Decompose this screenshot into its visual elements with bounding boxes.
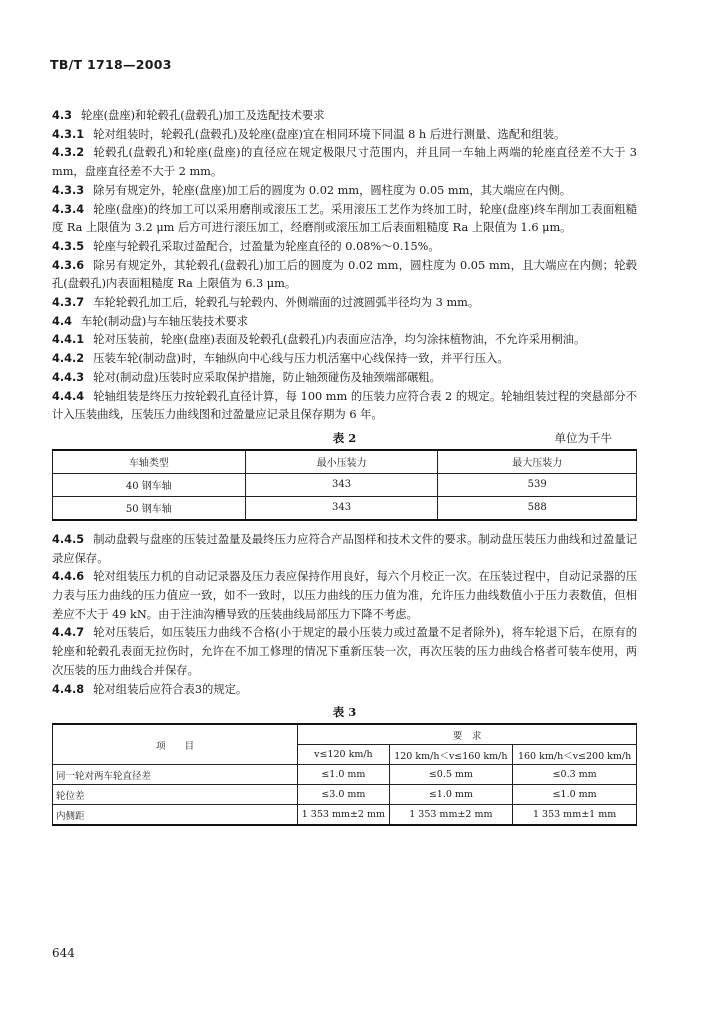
table-row: [53, 785, 637, 805]
paragraph: 4.4.2 压装车轮(制动盘)时，车轴纵向中心线与压力机活塞中心线保持一致，并平行压入。: [52, 352, 509, 366]
table-cell: 539: [438, 473, 637, 496]
table-header-cell: 项 目: [53, 724, 298, 765]
table-cell: 轮位差: [53, 785, 298, 805]
paragraph: 4.3.5 轮座与轮毂孔采取过盈配合，过盈量为轮座直径的 0.08%～0.15%。: [52, 239, 440, 253]
section-4-4-continued: [52, 531, 637, 699]
table-cell: 40 钢车轴: [53, 473, 246, 496]
paragraph: 4.3.2 轮毂孔(盘毂孔)和轮座(盘座)的直径应在规定极限尺寸范围内，并且同一车轴上两端的轮座直径差不大于 3 mm，盘座直径差不大于 2 mm。: [52, 146, 637, 179]
table-header-cell: v≤120 km/h: [298, 745, 389, 765]
paragraph: 4.4 车轮(制动盘)与车轴压装技术要求: [52, 314, 248, 328]
paragraph: 4.3.3 除另有规定外，轮座(盘座)加工后的圆度为 0.02 mm，圆柱度为 0.05 mm，其大端应在内侧。: [52, 183, 572, 197]
document-code: TB/T 1718—2003: [50, 57, 172, 72]
paragraph: 4.3.6 除另有规定外，其轮毂孔(盘毂孔)加工后的圆度为 0.02 mm，圆柱度为 0.05 mm，且大端应在内侧；轮毂孔(盘毂孔)内表面粗糙度 Ra 上限值为 6.3 μm。: [52, 258, 637, 291]
table-cell: 343: [245, 496, 438, 520]
table-cell: 588: [438, 496, 637, 520]
table-cell: 同一轮对两车轮直径差: [53, 765, 298, 785]
table-row: [53, 765, 637, 785]
page-body: [52, 107, 637, 826]
table-header-cell: 要 求: [298, 724, 637, 745]
table-cell: 内侧距: [53, 805, 298, 826]
paragraph: 4.4.5 制动盘毂与盘座的压装过盈量及最终压力应符合产品图样和技术文件的要求。制动盘压装压力曲线和过盈量记录应保存。: [52, 532, 637, 565]
table-header-cell: 最小压装力: [245, 450, 438, 474]
paragraph: 4.3.7 车轮轮毂孔加工后，轮毂孔与轮毂内、外侧端面的过渡圆弧半径均为 3 mm。: [52, 296, 480, 310]
table-cell: ≤1.0 mm: [513, 785, 637, 805]
table-cell: 1 353 mm±2 mm: [389, 805, 513, 826]
table-cell: ≤1.0 mm: [298, 765, 389, 785]
table3-title: 表 3: [332, 705, 357, 720]
table-cell: ≤0.3 mm: [513, 765, 637, 785]
table-cell: 1 353 mm±1 mm: [513, 805, 637, 826]
table2-title: 表 2: [332, 430, 357, 445]
paragraph: 4.4.3 轮对(制动盘)压装时应采取保护措施，防止轴颈碰伤及轴颈端部碾粗。: [52, 370, 441, 384]
table-row: [53, 805, 637, 826]
paragraph: 4.3.4 轮座(盘座)的终加工可以采用磨削或滚压工艺。采用滚压工艺作为终加工时，轮座(盘座)终车削加工表面粗糙度 Ra 上限值为 3.2 μm 后方可进行滚压加工，经磨削或滚压加工后表面粗糙度 Ra 上限值为 1.6 μm。: [52, 202, 637, 235]
paragraph: 4.4.7 轮对压装后，如压装压力曲线不合格(小于规定的最小压装力或过盈量不足者除外)，将车轮退下后，在原有的轮座和轮毂孔表面无拉伤时，允许在不加工修理的情况下重新压装一次，再次压装的压力曲线合格者可装车使用，两次压装的压力曲线合并保存。: [52, 626, 637, 677]
paragraph: 4.4.8 轮对组装后应符合表3的规定。: [52, 682, 248, 696]
table2-caption: [52, 429, 637, 449]
table-cell: ≤1.0 mm: [389, 785, 513, 805]
paragraph: 4.4.4 轮轴组装是终压力按轮毂孔直径计算，每 100 mm 的压装力应符合表 2 的规定。轮轴组装过程的突悬部分不计入压装曲线，压装压力曲线图和过盈量应记录且保存期为 6 年。: [52, 389, 637, 422]
table-header-cell: 车轴类型: [53, 450, 246, 474]
section-4-3-list: [52, 107, 637, 425]
table-cell: ≤3.0 mm: [298, 785, 389, 805]
table-cell: 1 353 mm±2 mm: [298, 805, 389, 826]
table-cell: 343: [245, 473, 438, 496]
table-header-cell: 120 km/h＜v≤160 km/h: [389, 745, 513, 765]
table3-caption: [52, 703, 637, 723]
paragraph: 4.3 轮座(盘座)和轮毂孔(盘毂孔)加工及选配技术要求: [52, 109, 325, 122]
table-cell: 50 钢车轴: [53, 496, 246, 520]
table-2: [52, 449, 637, 521]
table-row: [53, 496, 637, 520]
table2-unit: 单位为千牛: [554, 430, 612, 445]
table-row: [53, 473, 637, 496]
table-header-row: [53, 450, 637, 474]
table-3: [52, 723, 637, 826]
paragraph: 4.3.1 轮对组装时，轮毂孔(盘毂孔)及轮座(盘座)宜在相同环境下同温 8 h 后进行测量、选配和组装。: [52, 127, 566, 141]
paragraph: 4.4.1 轮对压装前，轮座(盘座)表面及轮毂孔(盘毂孔)内表面应洁净，均匀涂抹植物油，不允许采用桐油。: [52, 333, 586, 347]
table-cell: ≤0.5 mm: [389, 765, 513, 785]
table-header-cell: 最大压装力: [438, 450, 637, 474]
table-header-cell: 160 km/h＜v≤200 km/h: [513, 745, 637, 765]
page-number: 644: [52, 946, 75, 960]
paragraph: 4.4.6 轮对组装压力机的自动记录器及压力表应保持作用良好，每六个月校正一次。在压装过程中，自动记录器的压力表与压力曲线的压力值应一致，如不一致时，以压力曲线的压力值为准，允许压力曲线数值小于压力表数值，但相差应不大于 49 kN。由于注油沟槽导致的压装曲线局部压力下降不考虑。: [52, 570, 637, 621]
table-header-row: [53, 724, 637, 745]
